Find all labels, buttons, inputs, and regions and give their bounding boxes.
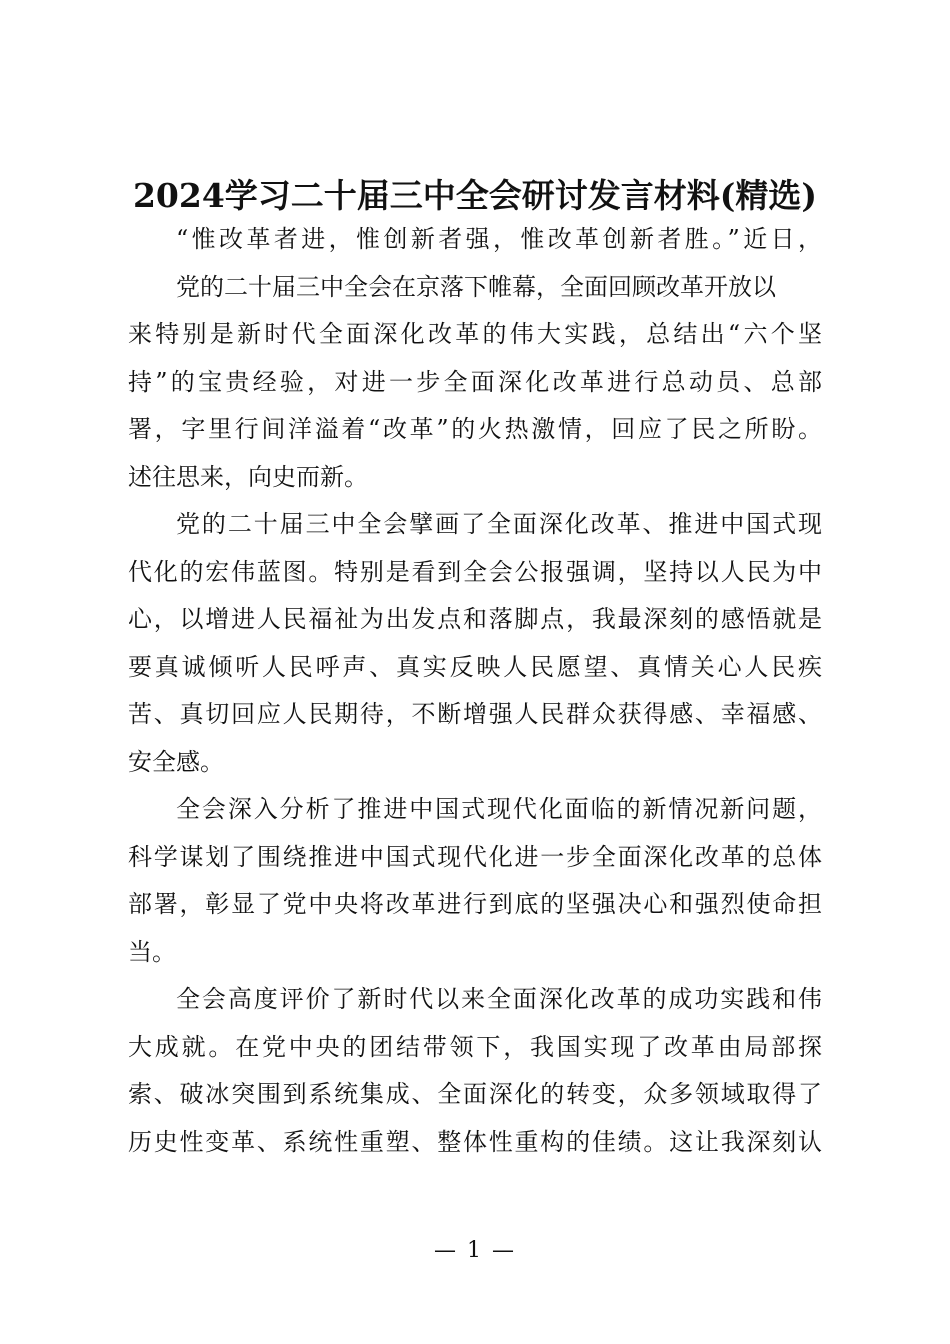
body-line: 代化的宏伟蓝图。特别是看到全会公报强调，坚持以人民为中 <box>128 557 822 586</box>
body-line: 苦、真切回应人民期待，不断增强人民群众获得感、幸福感、 <box>128 700 822 728</box>
body-line: 索、破冰突围到系统集成、全面深化的转变，众多领域取得了 <box>128 1080 822 1108</box>
body-line: 科学谋划了围绕推进中国式现代化进一步全面深化改革的总体 <box>128 842 822 871</box>
body-line: “惟改革者进，惟创新者强，惟改革创新者胜。”近日， <box>176 225 822 253</box>
body-line: 来特别是新时代全面深化改革的伟大实践，总结出“六个坚 <box>128 320 822 348</box>
document-title: 2024学习二十届三中全会研讨发言材料(精选) <box>132 176 818 215</box>
body-line: 安全感。 <box>128 747 224 776</box>
body-line: 党的二十届三中全会在京落下帷幕，全面回顾改革开放以 <box>176 272 776 301</box>
page-number: — 1 — <box>434 1238 516 1263</box>
body-line: 部署，彰显了党中央将改革进行到底的坚强决心和强烈使命担 <box>128 890 822 918</box>
body-line: 要真诚倾听人民呼声、真实反映人民愿望、真情关心人民疾 <box>128 652 822 681</box>
body-line: 心，以增进人民福祉为出发点和落脚点，我最深刻的感悟就是 <box>128 605 822 633</box>
body-line: 当。 <box>128 937 176 966</box>
body-line: 全会深入分析了推进中国式现代化面临的新情况新问题， <box>176 795 822 823</box>
document-body <box>128 216 822 1166</box>
body-line: 持”的宝贵经验，对进一步全面深化改革进行总动员、总部 <box>128 367 822 396</box>
body-line: 署，字里行间洋溢着“改革”的火热激情，回应了民之所盼。 <box>128 415 822 443</box>
body-line: 历史性变革、系统性重塑、整体性重构的佳绩。这让我深刻认 <box>128 1127 822 1156</box>
body-line: 述往思来，向史而新。 <box>128 462 368 491</box>
body-line: 全会高度评价了新时代以来全面深化改革的成功实践和伟 <box>176 985 822 1013</box>
body-line: 大成就。在党中央的团结带领下，我国实现了改革由局部探 <box>128 1032 822 1061</box>
body-line: 党的二十届三中全会擘画了全面深化改革、推进中国式现 <box>176 510 822 538</box>
